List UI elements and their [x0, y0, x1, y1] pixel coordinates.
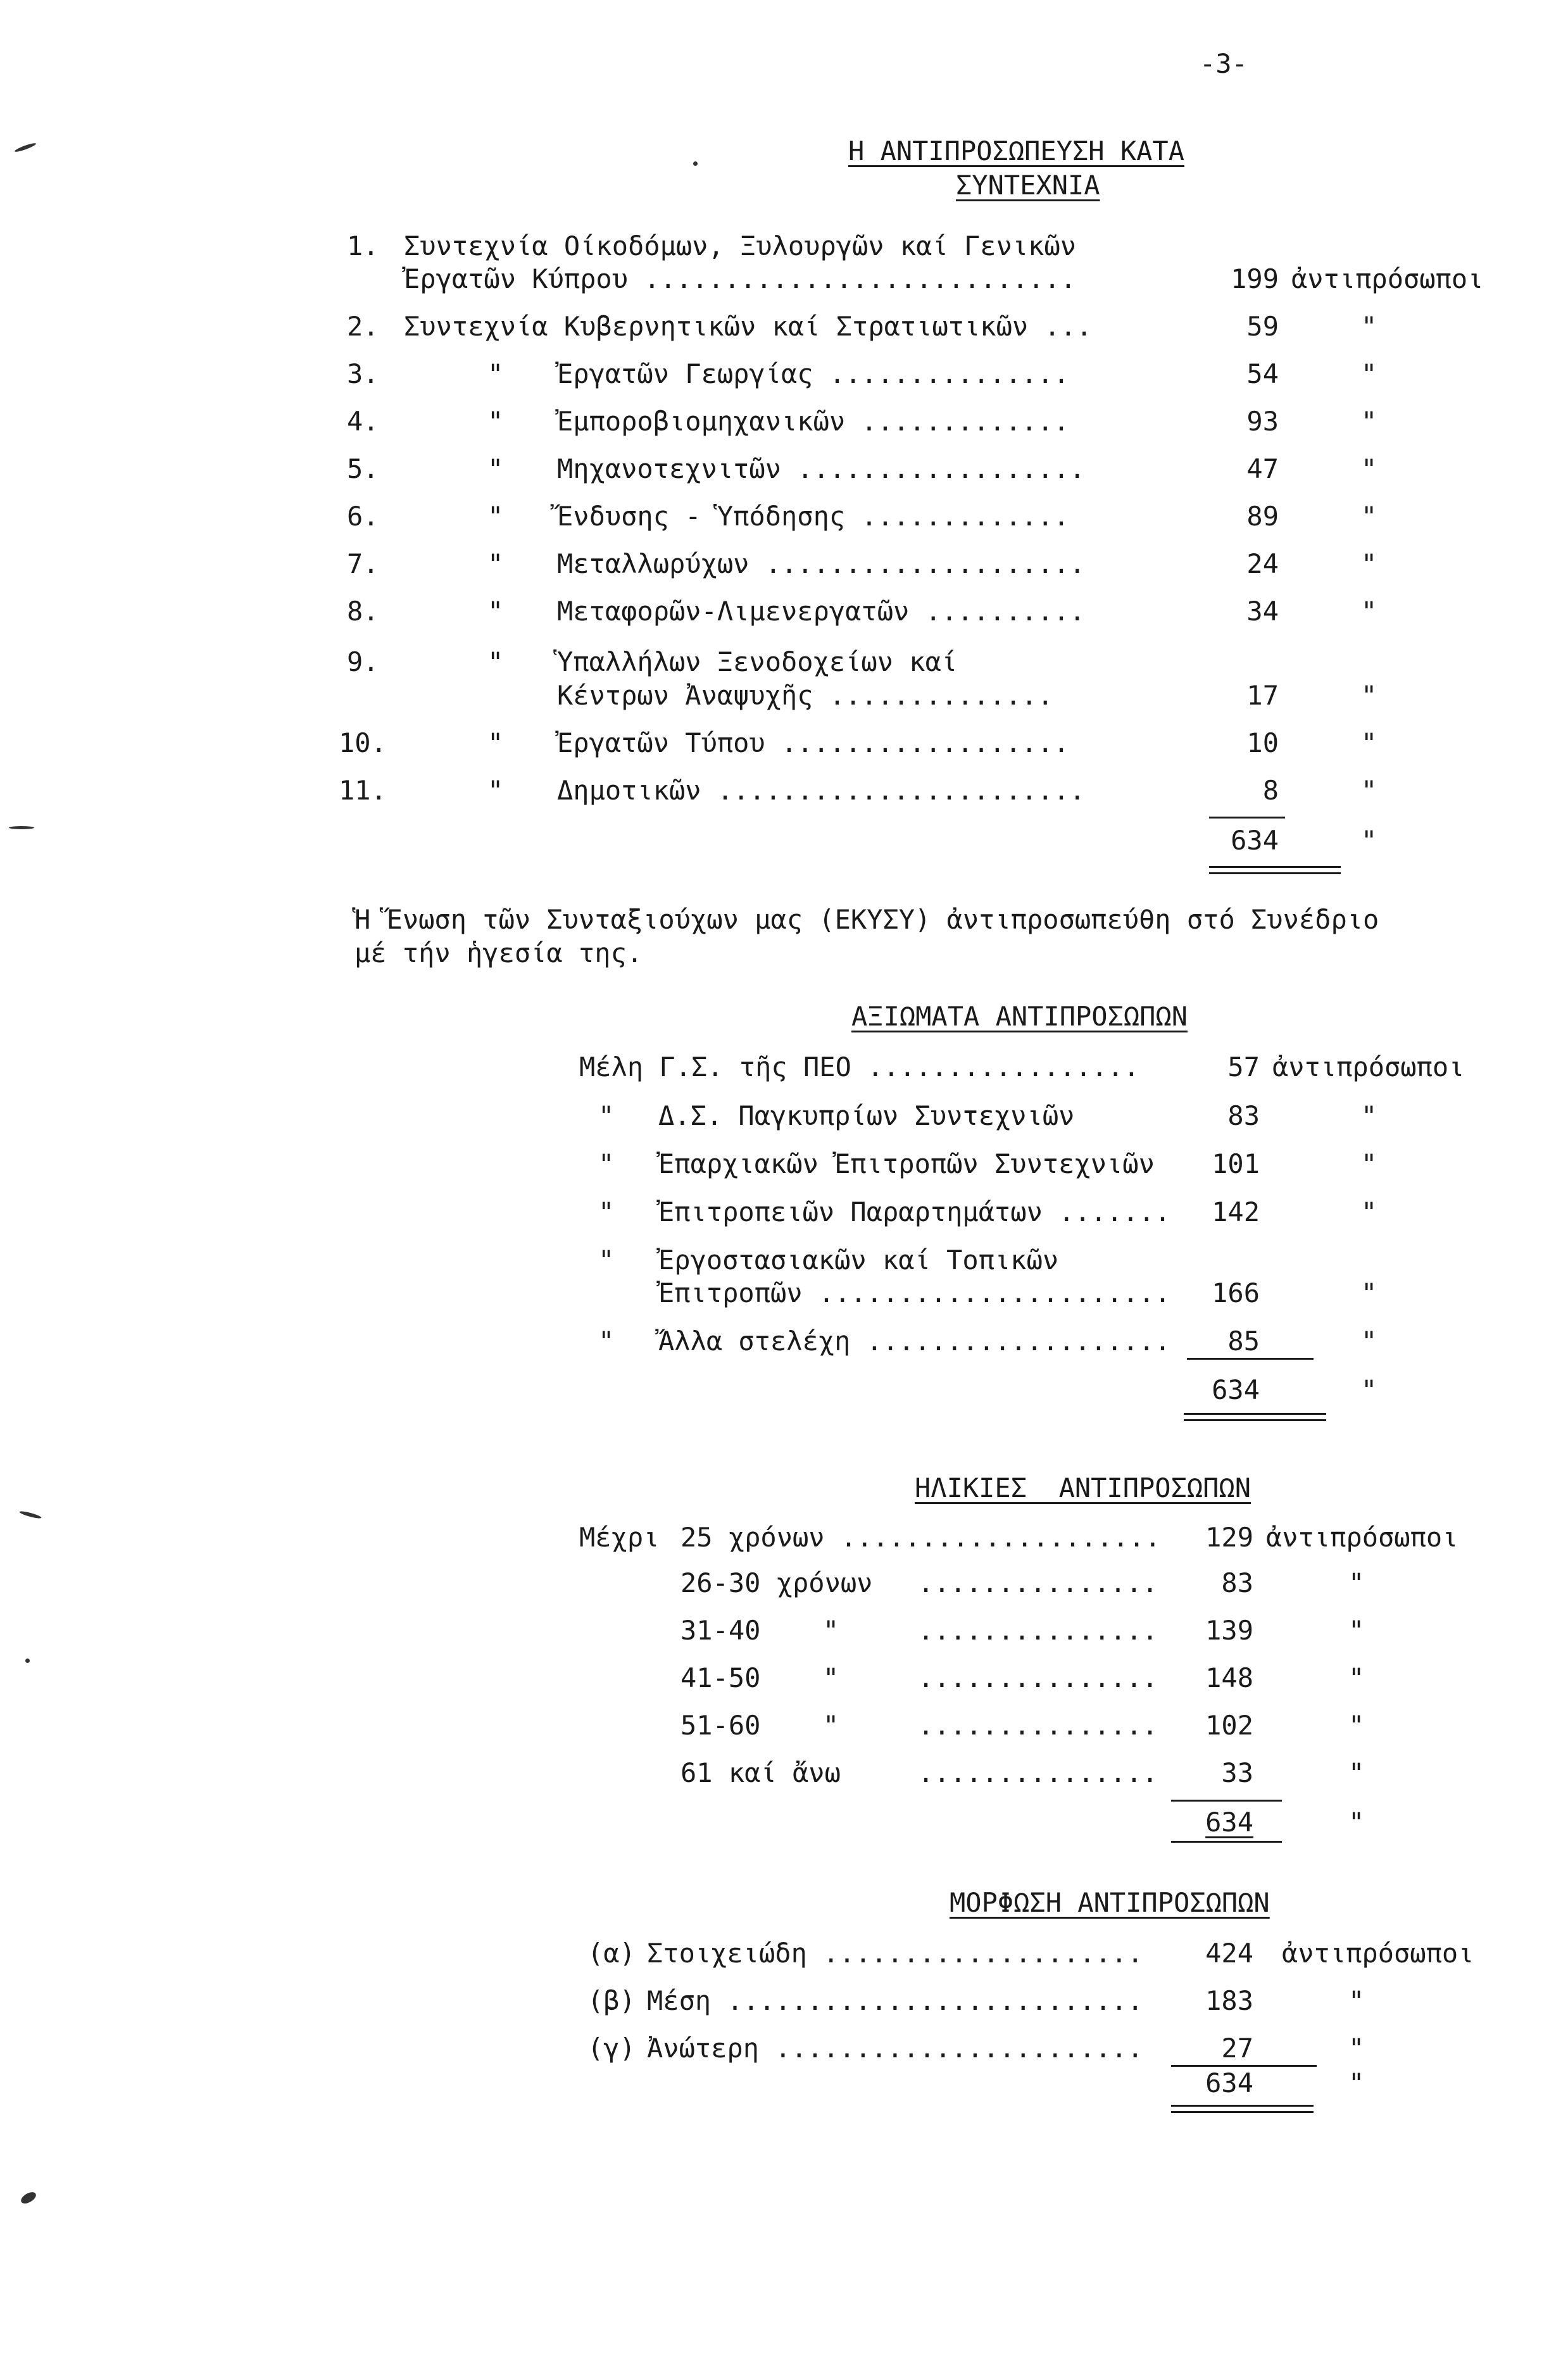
- note-line1: Ἡ Ἕνωση τῶν Συνταξιούχων μας (ΕΚΥΣΥ) ἀντιπροσωπεύθη στό Συνέδριο: [354, 904, 1379, 935]
- delegate-count: 33: [1221, 1757, 1253, 1788]
- ditto-mark: ": [823, 1615, 839, 1646]
- row-number: 9.: [347, 646, 379, 677]
- total-count: 634: [1212, 1374, 1260, 1405]
- section-title: ΑΞΙΩΜΑΤΑ ΑΝΤΙΠΡΟΣΩΠΩΝ: [851, 1001, 1188, 1032]
- note-line2: μέ τήν ἡγεσία της.: [354, 938, 643, 969]
- total-count: 634: [1231, 825, 1279, 856]
- double-rule: [1171, 1841, 1282, 1843]
- delegate-count: 17: [1246, 680, 1279, 711]
- ditto-mark: ": [1361, 727, 1377, 758]
- ditto-mark: ": [1361, 775, 1377, 806]
- union-name: Συντεχνία Κυβερνητικῶν καί Στρατιωτικῶν ...: [404, 311, 1093, 342]
- ditto-mark: ": [1348, 1985, 1365, 2016]
- leader-dots: ...............: [918, 1757, 1158, 1788]
- scan-mark: [25, 1659, 30, 1663]
- row-number: 5.: [347, 453, 379, 484]
- row-number: 11.: [339, 775, 387, 806]
- ditto-mark: ": [1348, 1710, 1365, 1741]
- ditto-mark: ": [1361, 1100, 1377, 1131]
- delegate-count: 93: [1246, 406, 1279, 437]
- delegate-count: 8: [1262, 775, 1279, 806]
- double-rule: [1171, 2105, 1314, 2107]
- row-number: 4.: [347, 406, 379, 437]
- ditto-mark: ": [487, 775, 504, 806]
- delegate-count: 83: [1221, 1567, 1253, 1598]
- union-name: Ἐργατῶν Τύπου ..................: [557, 727, 1070, 758]
- union-name-cont: Κέντρων Ἀναψυχῆς ..............: [557, 680, 1053, 711]
- double-rule: [1209, 866, 1341, 868]
- ditto-mark: ": [1361, 680, 1377, 711]
- section-title-line2: ΣΥΝΤΕΧΝΙΑ: [956, 170, 1100, 201]
- ditto-mark: ": [1348, 1615, 1365, 1646]
- ditto-mark: ": [1361, 501, 1377, 532]
- section-title: ΜΟΡΦΩΣΗ ΑΝΤΙΠΡΟΣΩΠΩΝ: [950, 1887, 1270, 1918]
- union-name-cont: Ἐργατῶν Κύπρου ...........................: [404, 263, 1077, 294]
- ditto-mark: ": [487, 596, 504, 627]
- position-label: Ἐπιτροπειῶν Παραρτημάτων .......: [658, 1196, 1171, 1227]
- delegate-count: 148: [1205, 1662, 1253, 1693]
- double-rule: [1184, 1413, 1326, 1415]
- unit-label: ἀντιπρόσωποι: [1291, 263, 1484, 294]
- double-rule: [1184, 1419, 1326, 1421]
- ditto-mark: ": [1361, 825, 1377, 856]
- sum-rule: [1209, 817, 1285, 818]
- delegate-count: 85: [1227, 1326, 1260, 1357]
- union-name: Μηχανοτεχνιτῶν ..................: [557, 453, 1086, 484]
- ditto-mark: ": [1361, 1326, 1377, 1357]
- position-label: Ἄλλα στελέχη ...................: [658, 1326, 1171, 1357]
- row-number: 2.: [347, 311, 379, 342]
- delegate-count: 199: [1231, 263, 1279, 294]
- delegate-count: 27: [1221, 2033, 1253, 2064]
- ditto-mark: ": [487, 406, 504, 437]
- ditto-mark: ": [823, 1710, 839, 1741]
- ditto-mark: ": [1361, 548, 1377, 579]
- age-label: 26-30 χρόνων: [681, 1567, 873, 1598]
- age-label: 31-40: [681, 1615, 761, 1646]
- ditto-mark: ": [1348, 1567, 1365, 1598]
- position-label: Μέλη Γ.Σ. τῆς ΠΕΟ .................: [579, 1051, 1140, 1082]
- ditto-mark: ": [598, 1100, 615, 1131]
- scan-mark: [9, 826, 34, 829]
- row-number: 8.: [347, 596, 379, 627]
- scan-mark: [19, 1510, 42, 1519]
- delegate-count: 54: [1246, 358, 1279, 389]
- union-name: Ἔνδυσης - Ὑπόδησης .............: [557, 501, 1070, 532]
- ditto-mark: ": [1361, 311, 1377, 342]
- union-name: Συντεχνία Οίκοδόμων, Ξυλουργῶν καί Γενικῶν: [404, 230, 1077, 261]
- delegate-count: 24: [1246, 548, 1279, 579]
- position-label-cont: Ἐπιτροπῶν ......................: [658, 1277, 1171, 1308]
- position-label: Ἐργοστασιακῶν καί Τοπικῶν: [658, 1245, 1059, 1276]
- education-label: Ἀνώτερη .......................: [647, 2033, 1143, 2064]
- delegate-count: 424: [1205, 1938, 1253, 1969]
- ditto-mark: ": [1361, 358, 1377, 389]
- ditto-mark: ": [1361, 1277, 1377, 1308]
- leader-dots: ...............: [918, 1567, 1158, 1598]
- row-number: 10.: [339, 727, 387, 758]
- delegate-count: 183: [1205, 1985, 1253, 2016]
- delegate-count: 142: [1212, 1196, 1260, 1227]
- unit-label: ἀντιπρόσωποι: [1272, 1051, 1465, 1082]
- delegate-count: 47: [1246, 453, 1279, 484]
- ditto-mark: ": [487, 501, 504, 532]
- age-label: 51-60: [681, 1710, 761, 1741]
- unit-label: ἀντιπρόσωποι: [1282, 1938, 1474, 1969]
- delegate-count: 59: [1246, 311, 1279, 342]
- ditto-mark: ": [1348, 1662, 1365, 1693]
- delegate-count: 57: [1227, 1051, 1260, 1082]
- ditto-mark: ": [487, 358, 504, 389]
- delegate-count: 101: [1212, 1148, 1260, 1179]
- ditto-mark: ": [1361, 453, 1377, 484]
- age-label: 61 καί ἄνω: [681, 1757, 841, 1788]
- section-title: ΗΛΙΚΙΕΣ ΑΝΤΙΠΡΟΣΩΠΩΝ: [915, 1472, 1251, 1503]
- age-prefix: Μέχρι: [579, 1522, 660, 1553]
- total-count: 634: [1205, 2067, 1253, 2098]
- union-name: Δημοτικῶν .......................: [557, 775, 1086, 806]
- ditto-mark: ": [487, 646, 504, 677]
- ditto-mark: ": [1361, 406, 1377, 437]
- row-number: 3.: [347, 358, 379, 389]
- total-count: 634: [1205, 1807, 1253, 1838]
- row-number: (γ): [587, 2033, 636, 2064]
- page-number: -3-: [1200, 48, 1248, 79]
- ditto-mark: ": [1361, 1374, 1377, 1405]
- scan-mark: [693, 161, 698, 166]
- union-name: Μεταλλωρύχων ....................: [557, 548, 1086, 579]
- section-title-line1: Η ΑΝΤΙΠΡΟΣΩΠΕΥΣΗ ΚΑΤΑ: [848, 135, 1185, 166]
- ditto-mark: ": [487, 727, 504, 758]
- delegate-count: 83: [1227, 1100, 1260, 1131]
- age-label: 25 χρόνων ....................: [681, 1522, 1161, 1553]
- ditto-mark: ": [1348, 2067, 1365, 2098]
- ditto-mark: ": [1348, 2033, 1365, 2064]
- delegate-count: 166: [1212, 1277, 1260, 1308]
- double-rule: [1171, 2111, 1314, 2113]
- row-number: 6.: [347, 501, 379, 532]
- leader-dots: ...............: [918, 1615, 1158, 1646]
- leader-dots: ...............: [918, 1710, 1158, 1741]
- double-rule: [1209, 872, 1341, 874]
- row-number: (α): [587, 1938, 636, 1969]
- union-name: Ἐργατῶν Γεωργίας ...............: [557, 358, 1070, 389]
- ditto-mark: ": [1361, 596, 1377, 627]
- ditto-mark: ": [598, 1326, 615, 1357]
- ditto-mark: ": [487, 548, 504, 579]
- delegate-count: 89: [1246, 501, 1279, 532]
- delegate-count: 139: [1205, 1615, 1253, 1646]
- delegate-count: 34: [1246, 596, 1279, 627]
- ditto-mark: ": [598, 1196, 615, 1227]
- age-label: 41-50: [681, 1662, 761, 1693]
- position-label: Ἐπαρχιακῶν Ἐπιτροπῶν Συντεχνιῶν: [658, 1148, 1155, 1179]
- delegate-count: 102: [1205, 1710, 1253, 1741]
- position-label: Δ.Σ. Παγκυπρίων Συντεχνιῶν: [658, 1100, 1075, 1131]
- ditto-mark: ": [823, 1662, 839, 1693]
- scan-mark: [19, 2190, 38, 2205]
- education-label: Στοιχειώδη ....................: [647, 1938, 1143, 1969]
- sum-rule: [1187, 1358, 1314, 1360]
- row-number: (β): [587, 1985, 636, 2016]
- ditto-mark: ": [487, 453, 504, 484]
- row-number: 1.: [347, 230, 379, 261]
- union-name: Ὑπαλλήλων Ξενοδοχείων καί: [557, 646, 958, 677]
- delegate-count: 129: [1205, 1522, 1253, 1553]
- delegate-count: 10: [1246, 727, 1279, 758]
- sum-rule: [1171, 2065, 1317, 2067]
- ditto-mark: ": [1361, 1148, 1377, 1179]
- leader-dots: ...............: [918, 1662, 1158, 1693]
- ditto-mark: ": [1348, 1807, 1365, 1838]
- unit-label: ἀντιπρόσωποι: [1266, 1522, 1458, 1553]
- sum-rule: [1171, 1800, 1282, 1802]
- ditto-mark: ": [1348, 1757, 1365, 1788]
- ditto-mark: ": [598, 1245, 615, 1276]
- scan-mark: [14, 142, 37, 153]
- ditto-mark: ": [598, 1148, 615, 1179]
- ditto-mark: ": [1361, 1196, 1377, 1227]
- education-label: Μέση ..........................: [647, 1985, 1143, 2016]
- union-name: Μεταφορῶν-Λιμενεργατῶν ..........: [557, 596, 1086, 627]
- union-name: Ἐμποροβιομηχανικῶν .............: [557, 406, 1070, 437]
- row-number: 7.: [347, 548, 379, 579]
